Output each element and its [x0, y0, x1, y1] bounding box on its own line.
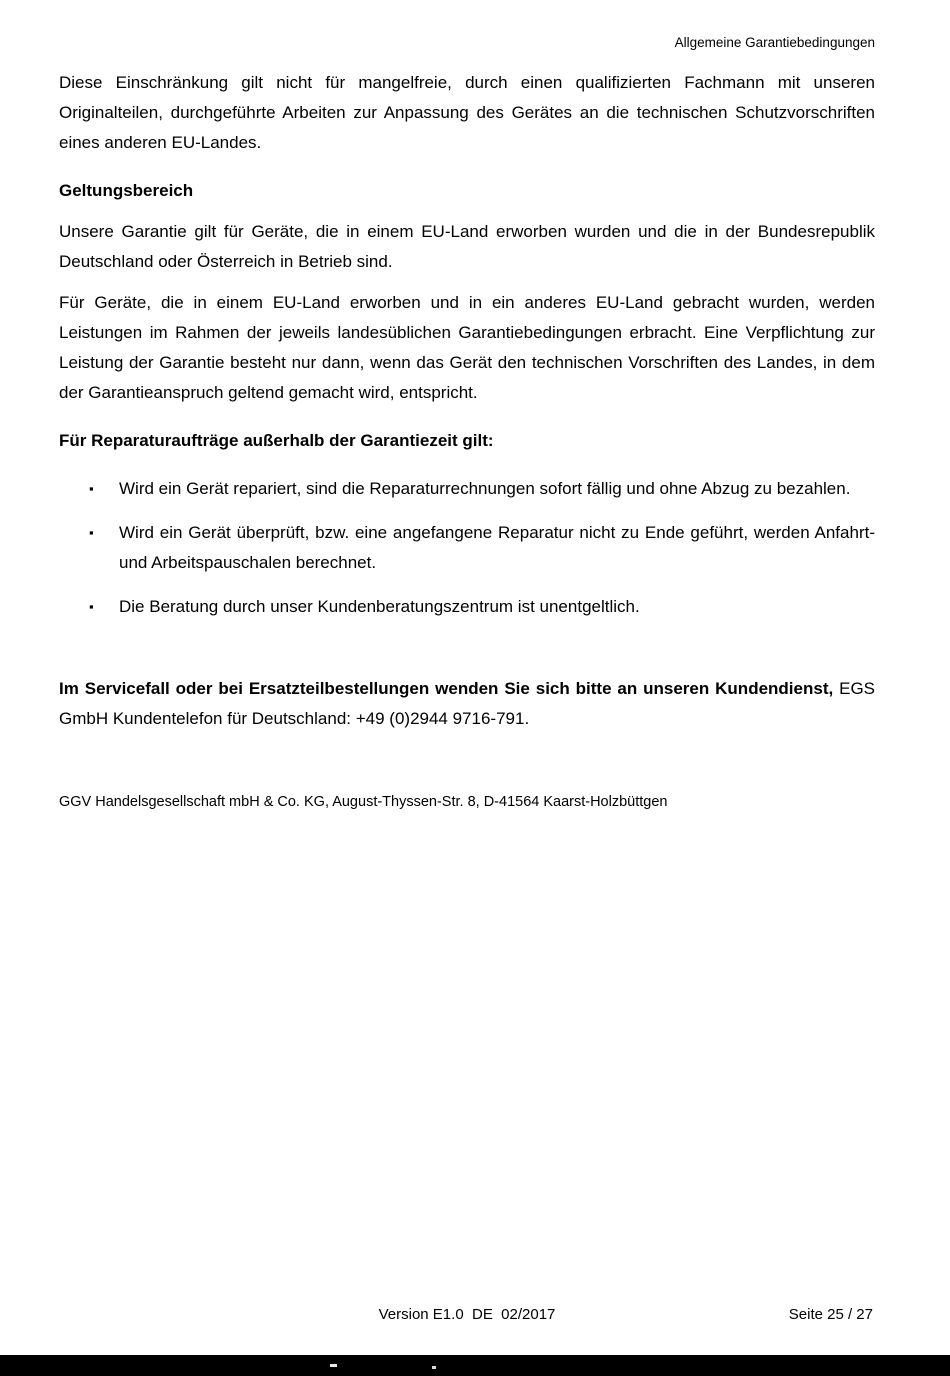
document-page [59, 0, 875, 812]
scan-edge-bar [0, 1355, 950, 1376]
paragraph-restriction: Diese Einschränkung gilt nicht für mangelfreie, durch einen qualifizierten Fachmann mit unseren Originalteilen, durchgeführte Arbeiten zur Anpassung des Gerätes an die technischen Schutzvorschriften eines anderen EU-Landes. [59, 73, 875, 152]
heading-geltungsbereich: Geltungsbereich [59, 181, 194, 200]
service-contact-bold-text: Im Servicefall oder bei Ersatzteilbestellungen wenden Sie sich bitte an unseren Kundendienst, [59, 679, 834, 698]
heading-repair-orders: Für Reparaturaufträge außerhalb der Garantiezeit gilt: [59, 431, 494, 450]
repair-terms-list [59, 474, 875, 622]
scan-artifact-speck [330, 1364, 337, 1367]
company-address-line: GGV Handelsgesellschaft mbH & Co. KG, August-Thyssen-Str. 8, D-41564 Kaarst-Holzbüttgen [59, 794, 668, 810]
paragraph-service-contact [59, 674, 875, 734]
footer-version-text: Version E1.0 DE 02/2017 [378, 1306, 556, 1323]
service-contact-phone-text: EGS GmbH Kundentelefon für Deutschland: +49 (0)2944 9716-791. [59, 679, 876, 728]
list-item-inspection-fees: ▪ Wird ein Gerät überprüft, bzw. eine angefangene Reparatur nicht zu Ende geführt, werden Anfahrt- und Arbeitspauschalen berechnet. [119, 518, 875, 578]
list-item-free-advice: ▪ Die Beratung durch unser Kundenberatungszentrum ist unentgeltlich. [119, 592, 875, 622]
footer-page-number: Seite 25 / 27 [788, 1306, 873, 1323]
running-header-title: Allgemeine Garantiebedingungen [674, 35, 875, 50]
document-body [59, 68, 875, 812]
scan-artifact-speck [432, 1366, 436, 1369]
paragraph-scope-1: Unsere Garantie gilt für Geräte, die in einem EU-Land erworben wurden und die in der Bundesrepublik Deutschland oder Österreich in Betrieb sind. [59, 222, 875, 271]
page-footer [59, 1304, 875, 1326]
paragraph-scope-2: Für Geräte, die in einem EU-Land erworben und in ein anderes EU-Land gebracht wurden, werden Leistungen im Rahmen der jeweils landesüblichen Garantiebedingungen erbracht. Eine Verpflichtung zur Leistung der Garantie besteht nur dann, wenn das Gerät den technischen Vorschriften des Landes, in dem der Garantieanspruch geltend gemacht wird, entspricht. [59, 293, 875, 402]
list-item-repair-invoice: ▪ Wird ein Gerät repariert, sind die Reparaturrechnungen sofort fällig und ohne Abzug zu bezahlen. [119, 474, 875, 504]
